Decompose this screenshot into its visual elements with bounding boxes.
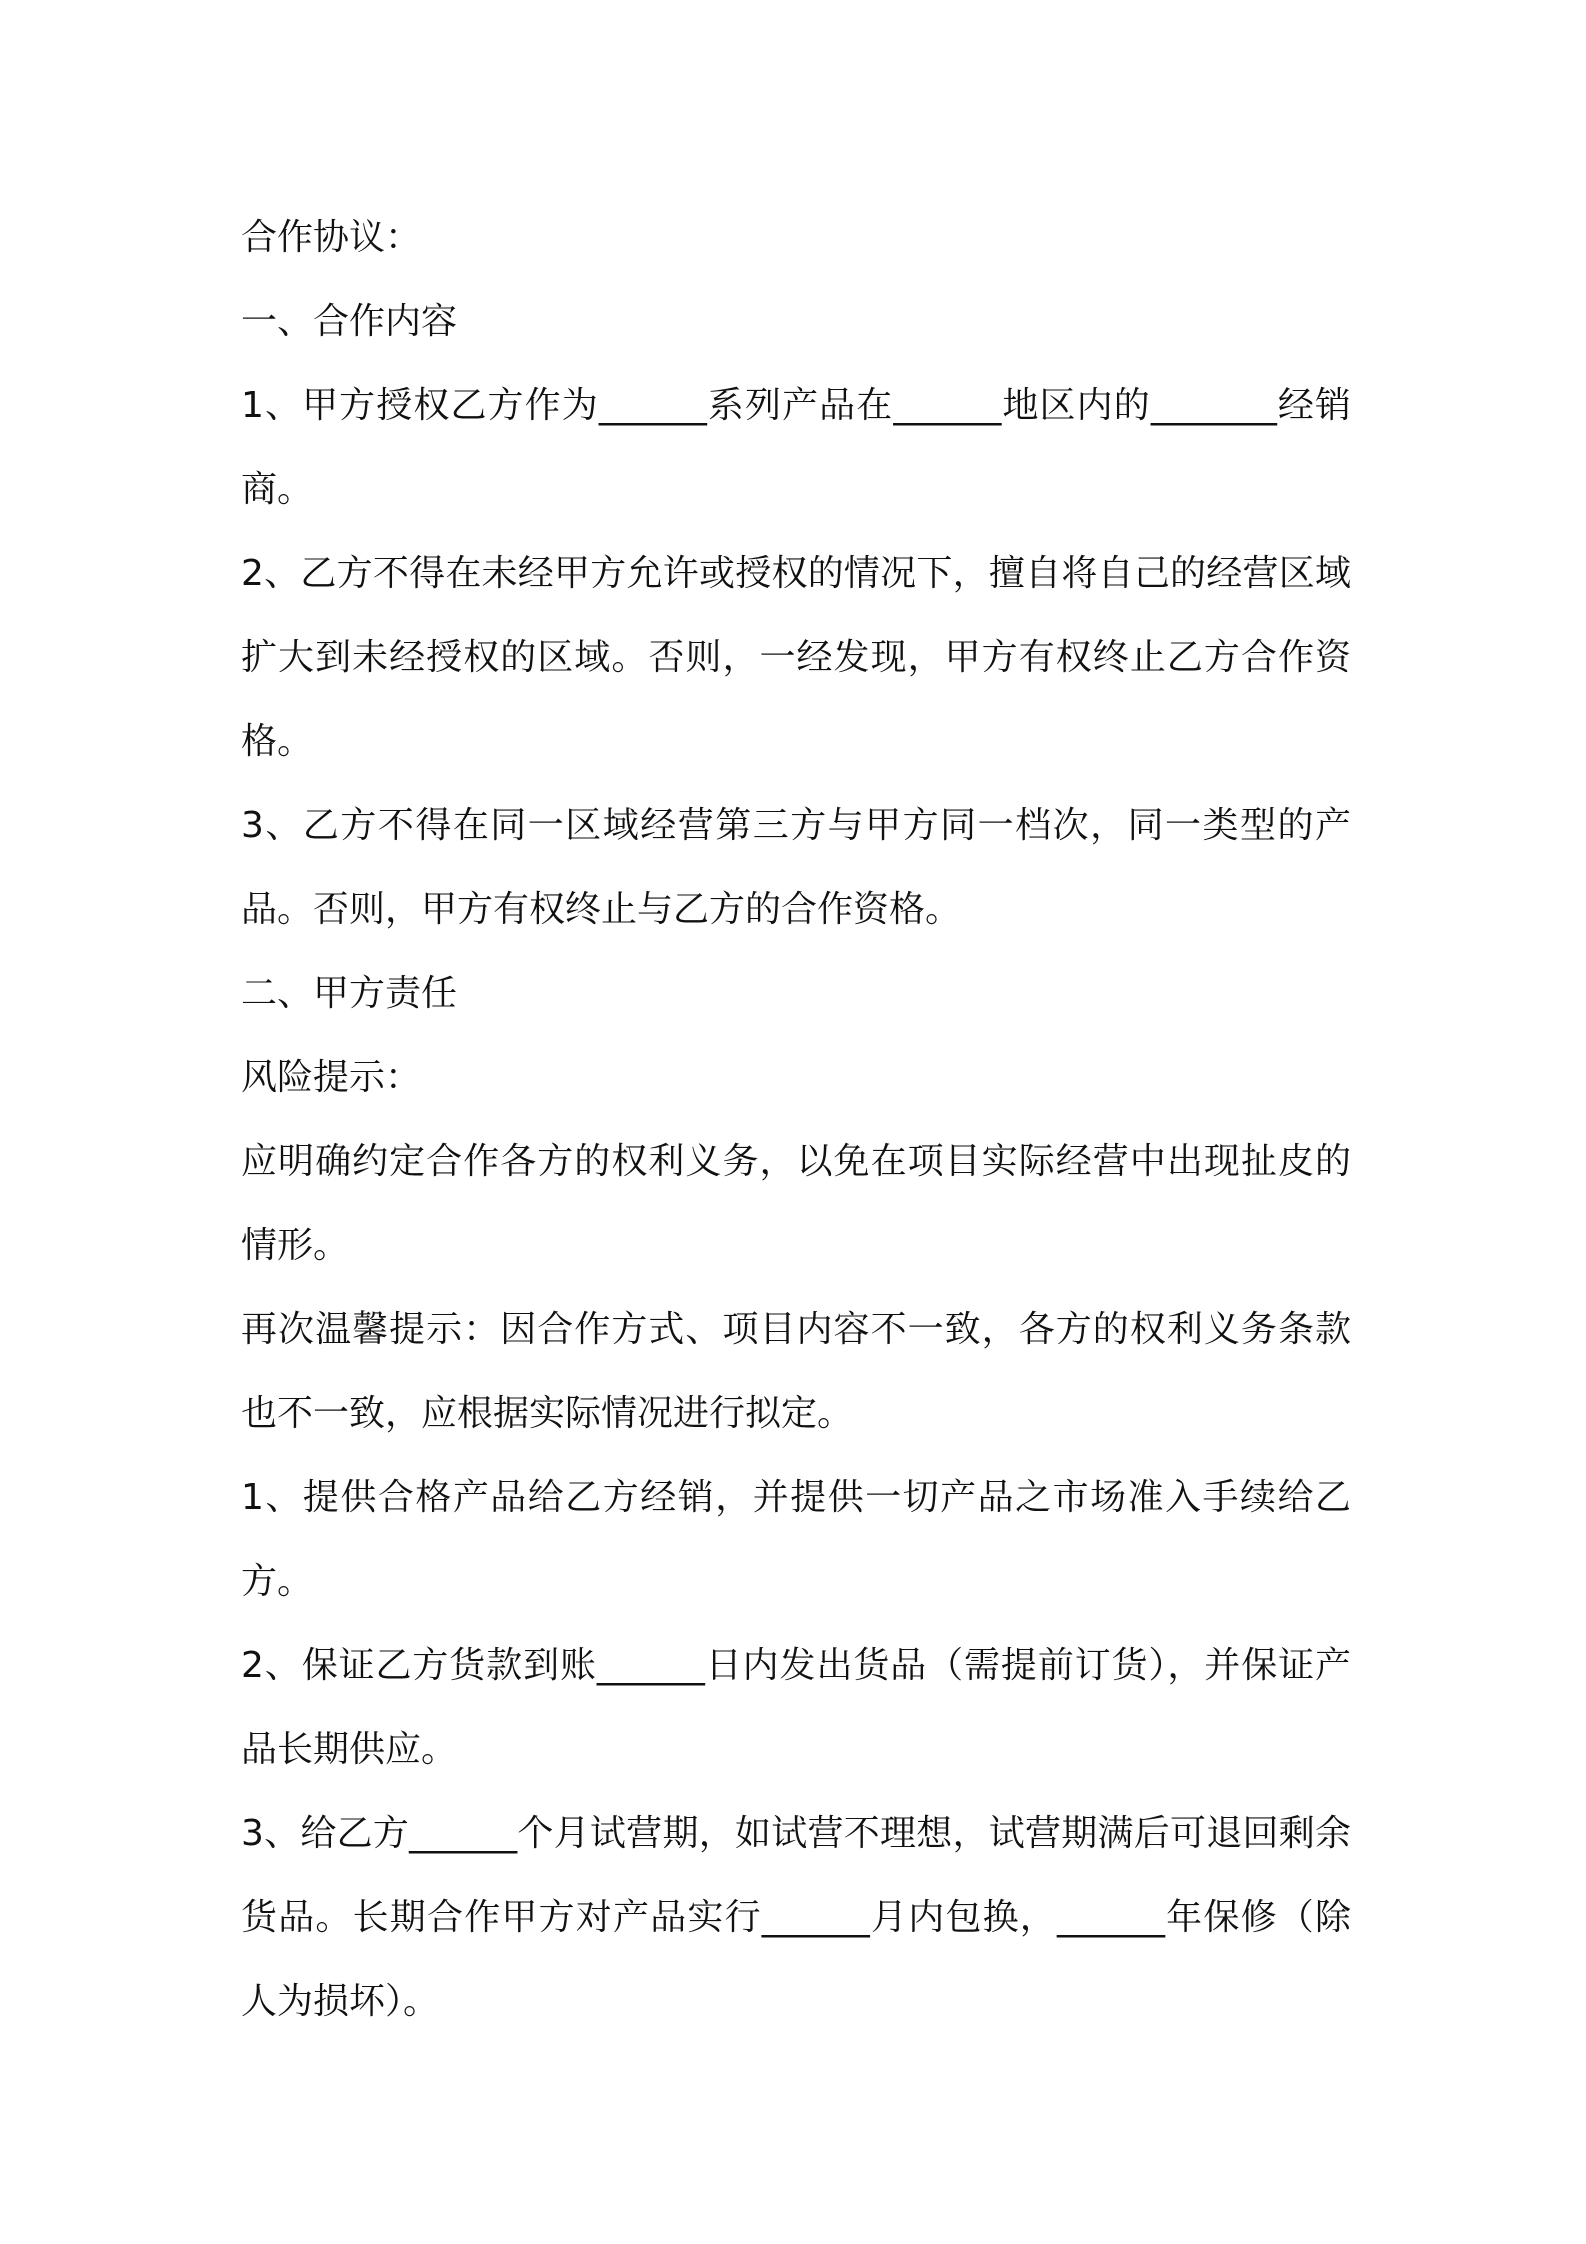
section-heading-party-a-responsibility: 二、甲方责任 — [241, 973, 458, 1014]
risk-text: 应明确约定合作各方的权利义务，以免在项目实际经营中出现扯皮的情形。 — [241, 1141, 1351, 1266]
clause-2-1: 1、提供合格产品给乙方经销，并提供一切产品之市场准入手续给乙方。 — [241, 1477, 1351, 1602]
clause-1-3: 3、乙方不得在同一区域经营第三方与甲方同一档次，同一类型的产品。否则，甲方有权终止与乙方的合作资格。 — [241, 805, 1351, 930]
clause-1-1: 1、甲方授权乙方作为______系列产品在______地区内的_______经销商。 — [241, 385, 1351, 510]
section-heading-cooperation-content: 一、合作内容 — [241, 301, 458, 342]
document-title: 合作协议： — [241, 217, 422, 258]
clause-2-2: 2、保证乙方货款到账______日内发出货品（需提前订货），并保证产品长期供应。 — [241, 1645, 1351, 1770]
risk-label: 风险提示： — [241, 1057, 422, 1098]
clause-2-3: 3、给乙方______个月试营期，如试营不理想，试营期满后可退回剩余货品。长期合作甲方对产品实行______月内包换，______年保修（除人为损坏）。 — [241, 1813, 1351, 2022]
document-body — [241, 196, 1351, 2044]
reminder-text: 再次温馨提示：因合作方式、项目内容不一致，各方的权利义务条款也不一致，应根据实际情况进行拟定。 — [241, 1309, 1351, 1434]
clause-1-2: 2、乙方不得在未经甲方允许或授权的情况下，擅自将自己的经营区域扩大到未经授权的区域。否则，一经发现，甲方有权终止乙方合作资格。 — [241, 553, 1351, 762]
